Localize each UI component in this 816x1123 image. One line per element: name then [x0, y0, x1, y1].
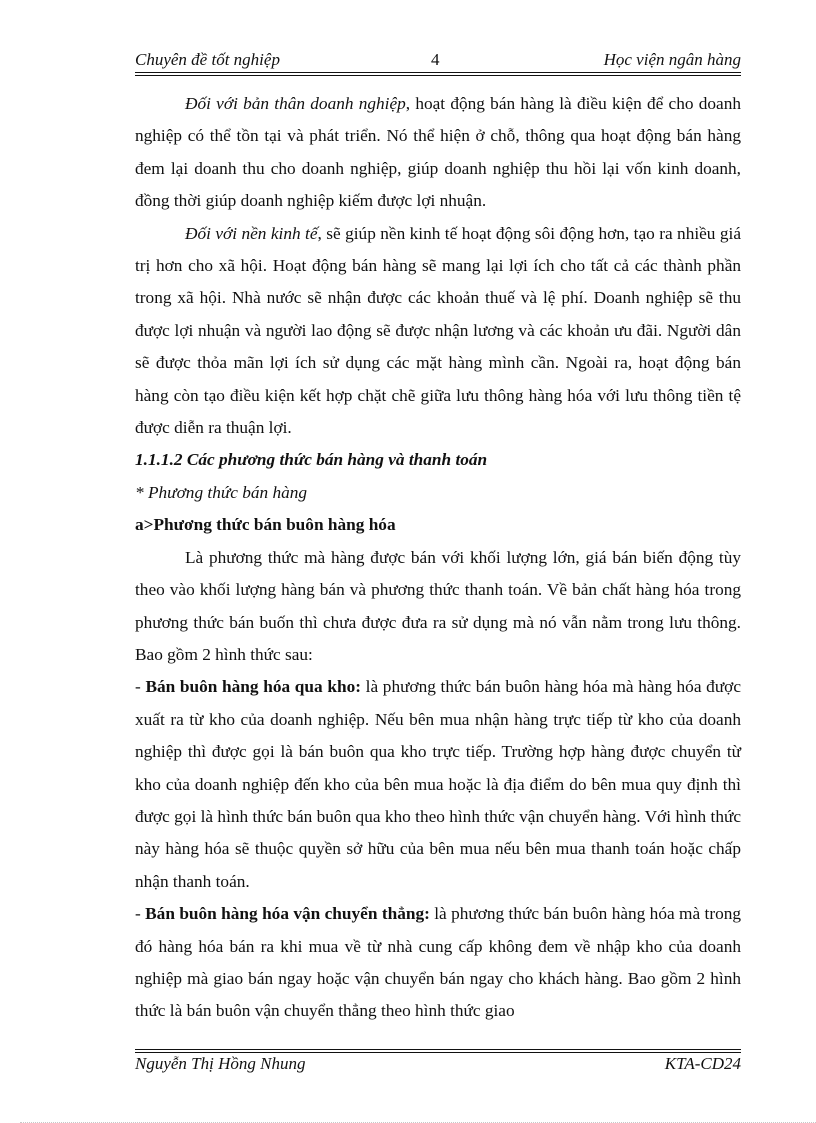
paragraph-text: là phương thức bán buôn hàng hóa mà trong đó hàng hóa bán ra khi mua về từ nhà cung cấp không đem về nhập kho của doanh nghiệp mà giao bán ngay hoặc vận chuyển bán ngay cho khách hàng. Bao gồm 2 hình thức là bán buôn vận chuyển thẳng theo hình thức giao	[135, 904, 741, 1021]
document-body	[135, 88, 741, 1028]
footer-rule-secondary	[135, 1052, 741, 1053]
footer-rule	[135, 1049, 741, 1050]
paragraph-economy-role	[135, 218, 741, 445]
subheading-sales-methods: * Phương thức bán hàng	[135, 482, 308, 502]
subsection-heading-wholesale: a>Phương thức bán buôn hàng hóa	[135, 515, 396, 535]
header-page-number: 4	[431, 50, 440, 69]
header-rule-secondary	[135, 75, 741, 76]
header-document-type: Chuyên đề tốt nghiệp	[135, 50, 280, 69]
footer-author: Nguyễn Thị Hồng Nhung	[135, 1054, 306, 1073]
term-label: Bán buôn hàng hóa qua kho:	[145, 677, 361, 697]
paragraph-lead-phrase: Đối với nền kinh tế	[185, 223, 318, 243]
list-dash: -	[135, 904, 146, 924]
header-rule	[135, 72, 741, 73]
paragraph-text: , sẽ giúp nền kinh tế hoạt động sôi động hơn, tạo ra nhiều giá trị hơn cho xã hội. Hoạt động bán hàng sẽ mang lại lợi ích cho tất cả các thành phần trong xã hội. Nhà nước sẽ nhận được các khoản thuế và lệ phí. Doanh nghiệp sẽ thu được lợi nhuận và người lao động sẽ được nhận lương và các khoản ưu đãi. Người dân sẽ được thỏa mãn lợi ích sử dụng các mặt hàng mình cần. Ngoài ra, hoạt động bán hàng còn tạo điều kiện kết hợp chặt chẽ giữa lưu thông hàng hóa với lưu thông tiền tệ được diễn ra thuận lợi.	[135, 223, 741, 438]
paragraph-business-role	[135, 88, 741, 218]
section-heading: 1.1.1.2 Các phương thức bán hàng và thanh toán	[135, 450, 488, 470]
paragraph-warehouse-wholesale	[135, 671, 741, 898]
paragraph-text: , hoạt động bán hàng là điều kiện để cho doanh nghiệp có thể tồn tại và phát triển. Nó thể hiện ở chỗ, thông qua hoạt động bán hàng đem lại doanh thu cho doanh nghiệp, giúp doanh nghiệp thu hồi lại vốn kinh doanh, đồng thời giúp doanh nghiệp kiếm được lợi nhuận.	[135, 94, 741, 211]
paragraph-text: là phương thức bán buôn hàng hóa mà hàng hóa được xuất ra từ kho của doanh nghiệp. Nếu bên mua nhận hàng trực tiếp từ kho của doanh nghiệp thì được gọi là bán buôn qua kho trực tiếp. Trường hợp hàng được chuyển từ kho của doanh nghiệp đến kho của bên mua hoặc là địa điểm do bên mua quy định thì được gọi là hình thức bán buôn qua kho theo hình thức vận chuyển hàng. Với hình thức này hàng hóa sẽ thuộc quyền sở hữu của bên mua nếu bên mua thanh toán hoặc chấp nhận thanh toán.	[135, 677, 741, 891]
footer-class-code: KTA-CD24	[664, 1054, 741, 1073]
term-label: Bán buôn hàng hóa vận chuyển thẳng:	[145, 904, 430, 924]
page-footer	[135, 1054, 741, 1076]
list-dash: -	[135, 677, 146, 697]
paragraph-lead-phrase: Đối với bản thân doanh nghiệp	[185, 94, 406, 113]
header-institution: Học viện ngân hàng	[603, 50, 741, 69]
paragraph-direct-shipping-wholesale	[135, 898, 741, 1028]
paragraph-wholesale-definition: Là phương thức mà hàng được bán với khối lượng lớn, giá bán biến động tùy theo vào khối lượng hàng bán và phương thức thanh toán. Về bản chất hàng hóa trong phương thức bán buốn thì chưa được đưa ra sử dụng mà nó vẫn nằm trong lưu thông. Bao gồm 2 hình thức sau:	[135, 547, 741, 664]
page-header	[135, 50, 741, 72]
